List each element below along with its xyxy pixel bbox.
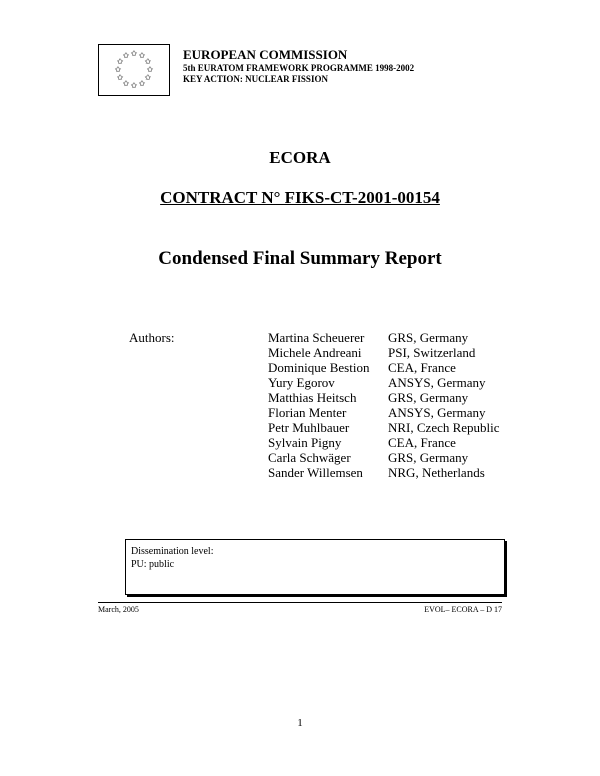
- author-name: Michele Andreani: [268, 345, 362, 360]
- author-org: CEA, France: [388, 360, 456, 375]
- author-org: ANSYS, Germany: [388, 375, 486, 390]
- author-name: Martina Scheuerer: [268, 330, 365, 345]
- author-org: ANSYS, Germany: [388, 405, 486, 420]
- star-icon: ✩: [122, 51, 130, 61]
- author-name: Carla Schwäger: [268, 450, 351, 465]
- footer-divider: [98, 602, 502, 603]
- author-name: Petr Muhlbauer: [268, 420, 350, 435]
- star-icon: ✩: [122, 78, 130, 88]
- author-name: Sylvain Pigny: [268, 435, 342, 450]
- star-icon: ✩: [116, 57, 124, 66]
- author-org: GRS, Germany: [388, 390, 469, 405]
- star-icon: ✩: [138, 78, 146, 88]
- author-org: GRS, Germany: [388, 330, 469, 345]
- header-programme: 5th EURATOM FRAMEWORK PROGRAMME 1998-2002: [183, 63, 415, 73]
- header-key-action: KEY ACTION: NUCLEAR FISSION: [183, 74, 328, 84]
- header-organization: EUROPEAN COMMISSION: [183, 47, 348, 62]
- author-name: Yury Egorov: [268, 375, 335, 390]
- star-icon: ✩: [116, 73, 124, 82]
- star-icon: ✩: [138, 51, 146, 61]
- contract-number: [0, 188, 600, 208]
- dissemination-box: [125, 539, 505, 595]
- contract-number-text: CONTRACT N° FIKS-CT-2001-00154: [160, 188, 440, 207]
- author-name: Florian Menter: [268, 405, 347, 420]
- author-name: Matthias Heitsch: [268, 390, 357, 405]
- dissemination-value: PU: public: [131, 559, 175, 570]
- authors-label: Authors:: [129, 330, 175, 345]
- eu-flag-logo: [98, 44, 170, 96]
- footer-doc-id: EVOL– ECORA – D 17: [424, 605, 502, 614]
- author-org: PSI, Switzerland: [388, 345, 476, 360]
- footer-date: March, 2005: [98, 605, 139, 614]
- star-icon: ✩: [114, 65, 122, 74]
- author-name: Dominique Bestion: [268, 360, 370, 375]
- star-icon: ✩: [130, 81, 138, 90]
- star-icon: ✩: [144, 57, 152, 66]
- star-icon: ✩: [146, 65, 154, 74]
- author-org: NRG, Netherlands: [388, 465, 485, 480]
- author-org: CEA, France: [388, 435, 456, 450]
- author-org: GRS, Germany: [388, 450, 469, 465]
- author-name: Sander Willemsen: [268, 465, 363, 480]
- project-title: ECORA: [269, 148, 331, 167]
- star-icon: ✩: [130, 49, 138, 58]
- report-title: Condensed Final Summary Report: [158, 248, 442, 269]
- author-org: NRI, Czech Republic: [388, 420, 500, 435]
- dissemination-label: Dissemination level:: [131, 546, 214, 557]
- star-icon: ✩: [144, 73, 152, 82]
- page-number: 1: [297, 717, 303, 729]
